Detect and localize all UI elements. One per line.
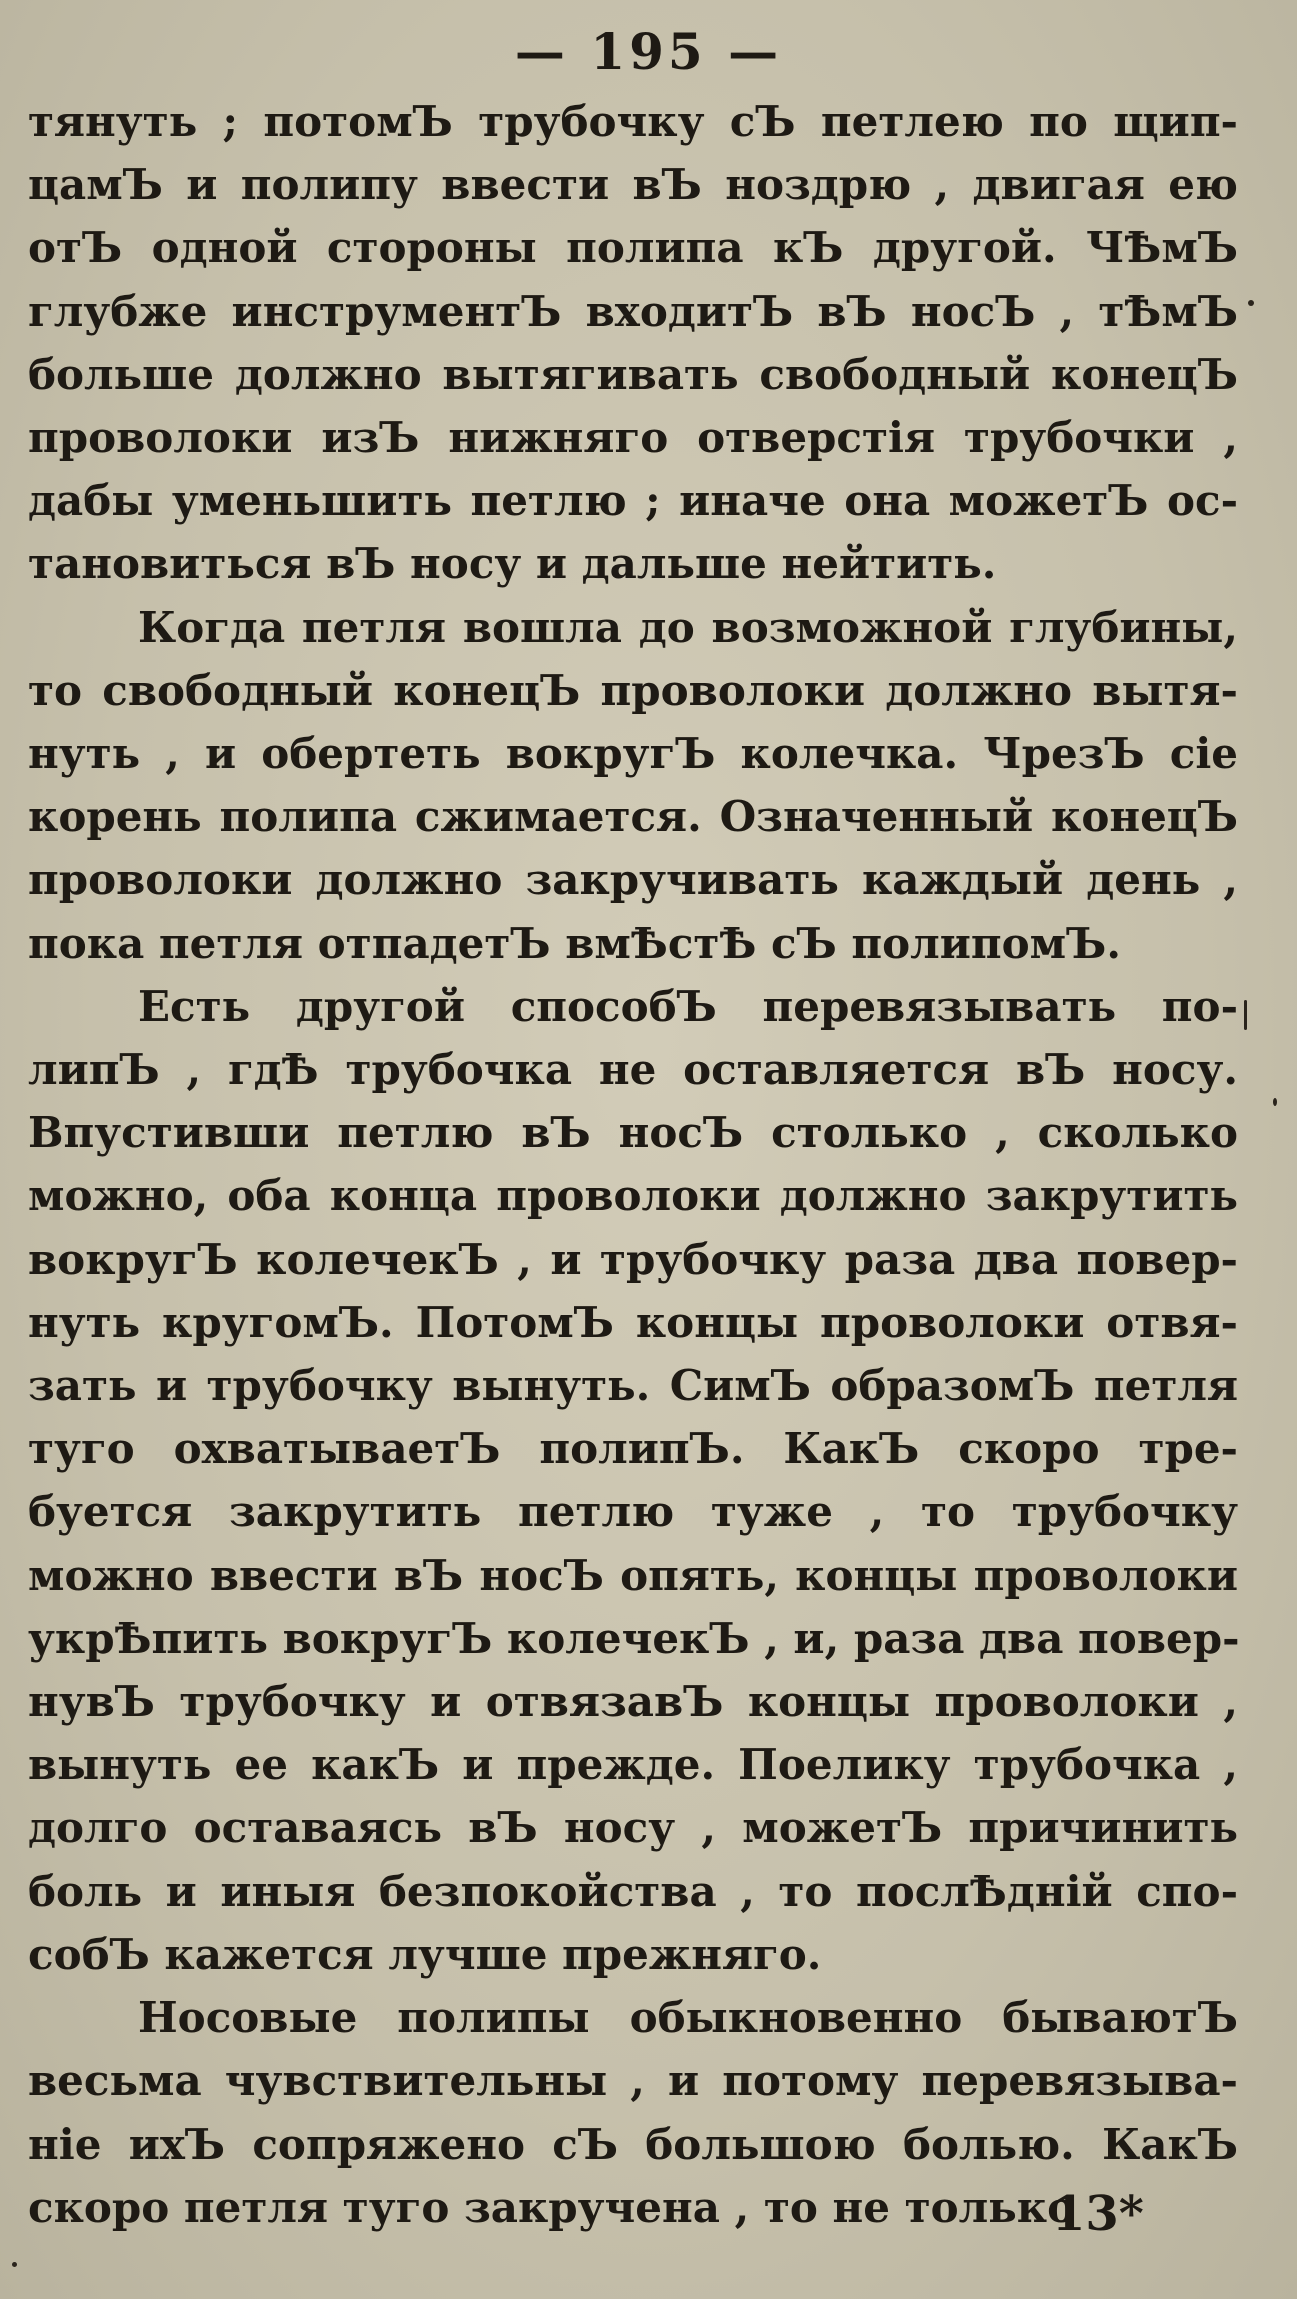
line-text: вынуть ее какЪ и прежде. Поелику трубочка , (28, 1740, 1238, 1790)
line-text: собЪ кажется лучше прежняго. (28, 1929, 822, 1979)
text-line (28, 216, 1238, 279)
line-text: нувЪ трубочку и отвязавЪ концы проволоки , (28, 1677, 1238, 1727)
paragraph (28, 90, 1238, 596)
line-text: глубже инструментЪ входитЪ вЪ носЪ , тѢмЪ (28, 286, 1238, 336)
line-text: весьма чувствительны , и потому перевязыва- (28, 2056, 1238, 2106)
signature-mark: 13* (1052, 2186, 1144, 2242)
text-line (28, 1544, 1238, 1607)
text-line (28, 1733, 1238, 1796)
text-line (28, 406, 1238, 469)
line-text: липЪ , гдѢ трубочка не оставляется вЪ носу. (28, 1045, 1238, 1095)
line-text: можно ввести вЪ носЪ опять, концы проволоки (28, 1550, 1238, 1600)
line-text: дабы уменьшить петлю ; иначе она можетЪ ос- (28, 476, 1238, 526)
text-line (28, 153, 1238, 216)
line-text: проволоки должно закручивать каждый день , (28, 855, 1238, 905)
text-line (28, 785, 1238, 848)
line-text: Впустивши петлю вЪ носЪ столько , сколько (28, 1108, 1238, 1158)
line-text: долго оставаясь вЪ носу , можетЪ причинить (28, 1803, 1238, 1853)
ink-speck (1273, 1098, 1277, 1106)
line-text: тянуть ; потомЪ трубочку сЪ петлею по щип- (28, 97, 1238, 146)
text-line (28, 1038, 1238, 1101)
text-line (28, 1480, 1238, 1543)
line-text: Есть другой способЪ перевязывать по- (138, 981, 1238, 1031)
line-text: больше должно вытягивать свободный конецЪ (28, 349, 1238, 399)
paragraph (28, 975, 1238, 1986)
text-line (28, 1101, 1238, 1164)
line-text: зать и трубочку вынуть. СимЪ образомЪ петля (28, 1361, 1238, 1411)
line-text: вокругЪ колечекЪ , и трубочку раза два повер- (28, 1234, 1238, 1284)
text-line (28, 596, 1238, 659)
line-text: то свободный конецЪ проволоки должно вытя- (28, 665, 1238, 715)
line-text: ніе ихЪ сопряжено сЪ большою болью. КакЪ (28, 2119, 1238, 2169)
line-text: нуть , и обертеть вокругЪ колечка. ЧрезЪ сіе (28, 729, 1238, 779)
text-line (28, 90, 1238, 153)
text-line (28, 848, 1238, 911)
ink-speck (1244, 1000, 1247, 1030)
line-text: скоро петля туго закручена , то не только (28, 2182, 1076, 2232)
text-line (28, 1291, 1238, 1354)
line-text: проволоки изЪ нижняго отверстія трубочки , (28, 413, 1238, 463)
text-line (28, 1228, 1238, 1291)
paragraph (28, 596, 1238, 975)
text-line (28, 1417, 1238, 1480)
line-text: буется закрутить петлю туже , то трубочку (28, 1487, 1238, 1537)
text-line (28, 1670, 1238, 1733)
text-line (28, 722, 1238, 785)
line-text: можно, оба конца проволоки должно закрутить (28, 1171, 1238, 1221)
text-line (28, 659, 1238, 722)
text-line (28, 2113, 1238, 2176)
line-text: боль и иныя безпокойства , то послѢдній спо- (28, 1866, 1238, 1916)
line-text: Когда петля вошла до возможной глубины, (138, 602, 1238, 652)
text-line (28, 1923, 1238, 1986)
text-line (28, 2049, 1238, 2112)
line-text: Носовые полипы обыкновенно бываютЪ (138, 1993, 1238, 2043)
text-line (28, 1860, 1238, 1923)
line-text: туго охватываетЪ полипЪ. КакЪ скоро тре- (28, 1424, 1238, 1474)
text-line (28, 469, 1238, 532)
line-text: укрѢпить вокругЪ колечекЪ , и, раза два повер- (28, 1613, 1240, 1663)
text-line (28, 1164, 1238, 1227)
ink-speck (1248, 300, 1254, 306)
text-line (28, 1354, 1238, 1417)
text-line (28, 1796, 1238, 1859)
line-text: нуть кругомЪ. ПотомЪ концы проволоки отвя- (28, 1297, 1238, 1347)
page-number: — 195 — (514, 22, 783, 81)
body-text (28, 90, 1238, 2239)
text-line (28, 343, 1238, 406)
line-text: пока петля отпадетЪ вмѢстѢ сЪ полипомЪ. (28, 918, 1121, 968)
text-line (28, 1986, 1238, 2049)
text-line (28, 975, 1238, 1038)
line-text: отЪ одной стороны полипа кЪ другой. ЧѢмЪ (28, 223, 1238, 273)
text-line (28, 1607, 1238, 1670)
line-text: тановиться вЪ носу и дальше нейтить. (28, 539, 997, 589)
line-text: корень полипа сжимается. Означенный конецЪ (28, 792, 1238, 842)
ink-speck (12, 2262, 17, 2267)
text-line (28, 532, 1238, 595)
text-line (28, 280, 1238, 343)
text-line (28, 912, 1238, 975)
line-text: цамЪ и полипу ввести вЪ ноздрю , двигая ею (28, 160, 1238, 210)
